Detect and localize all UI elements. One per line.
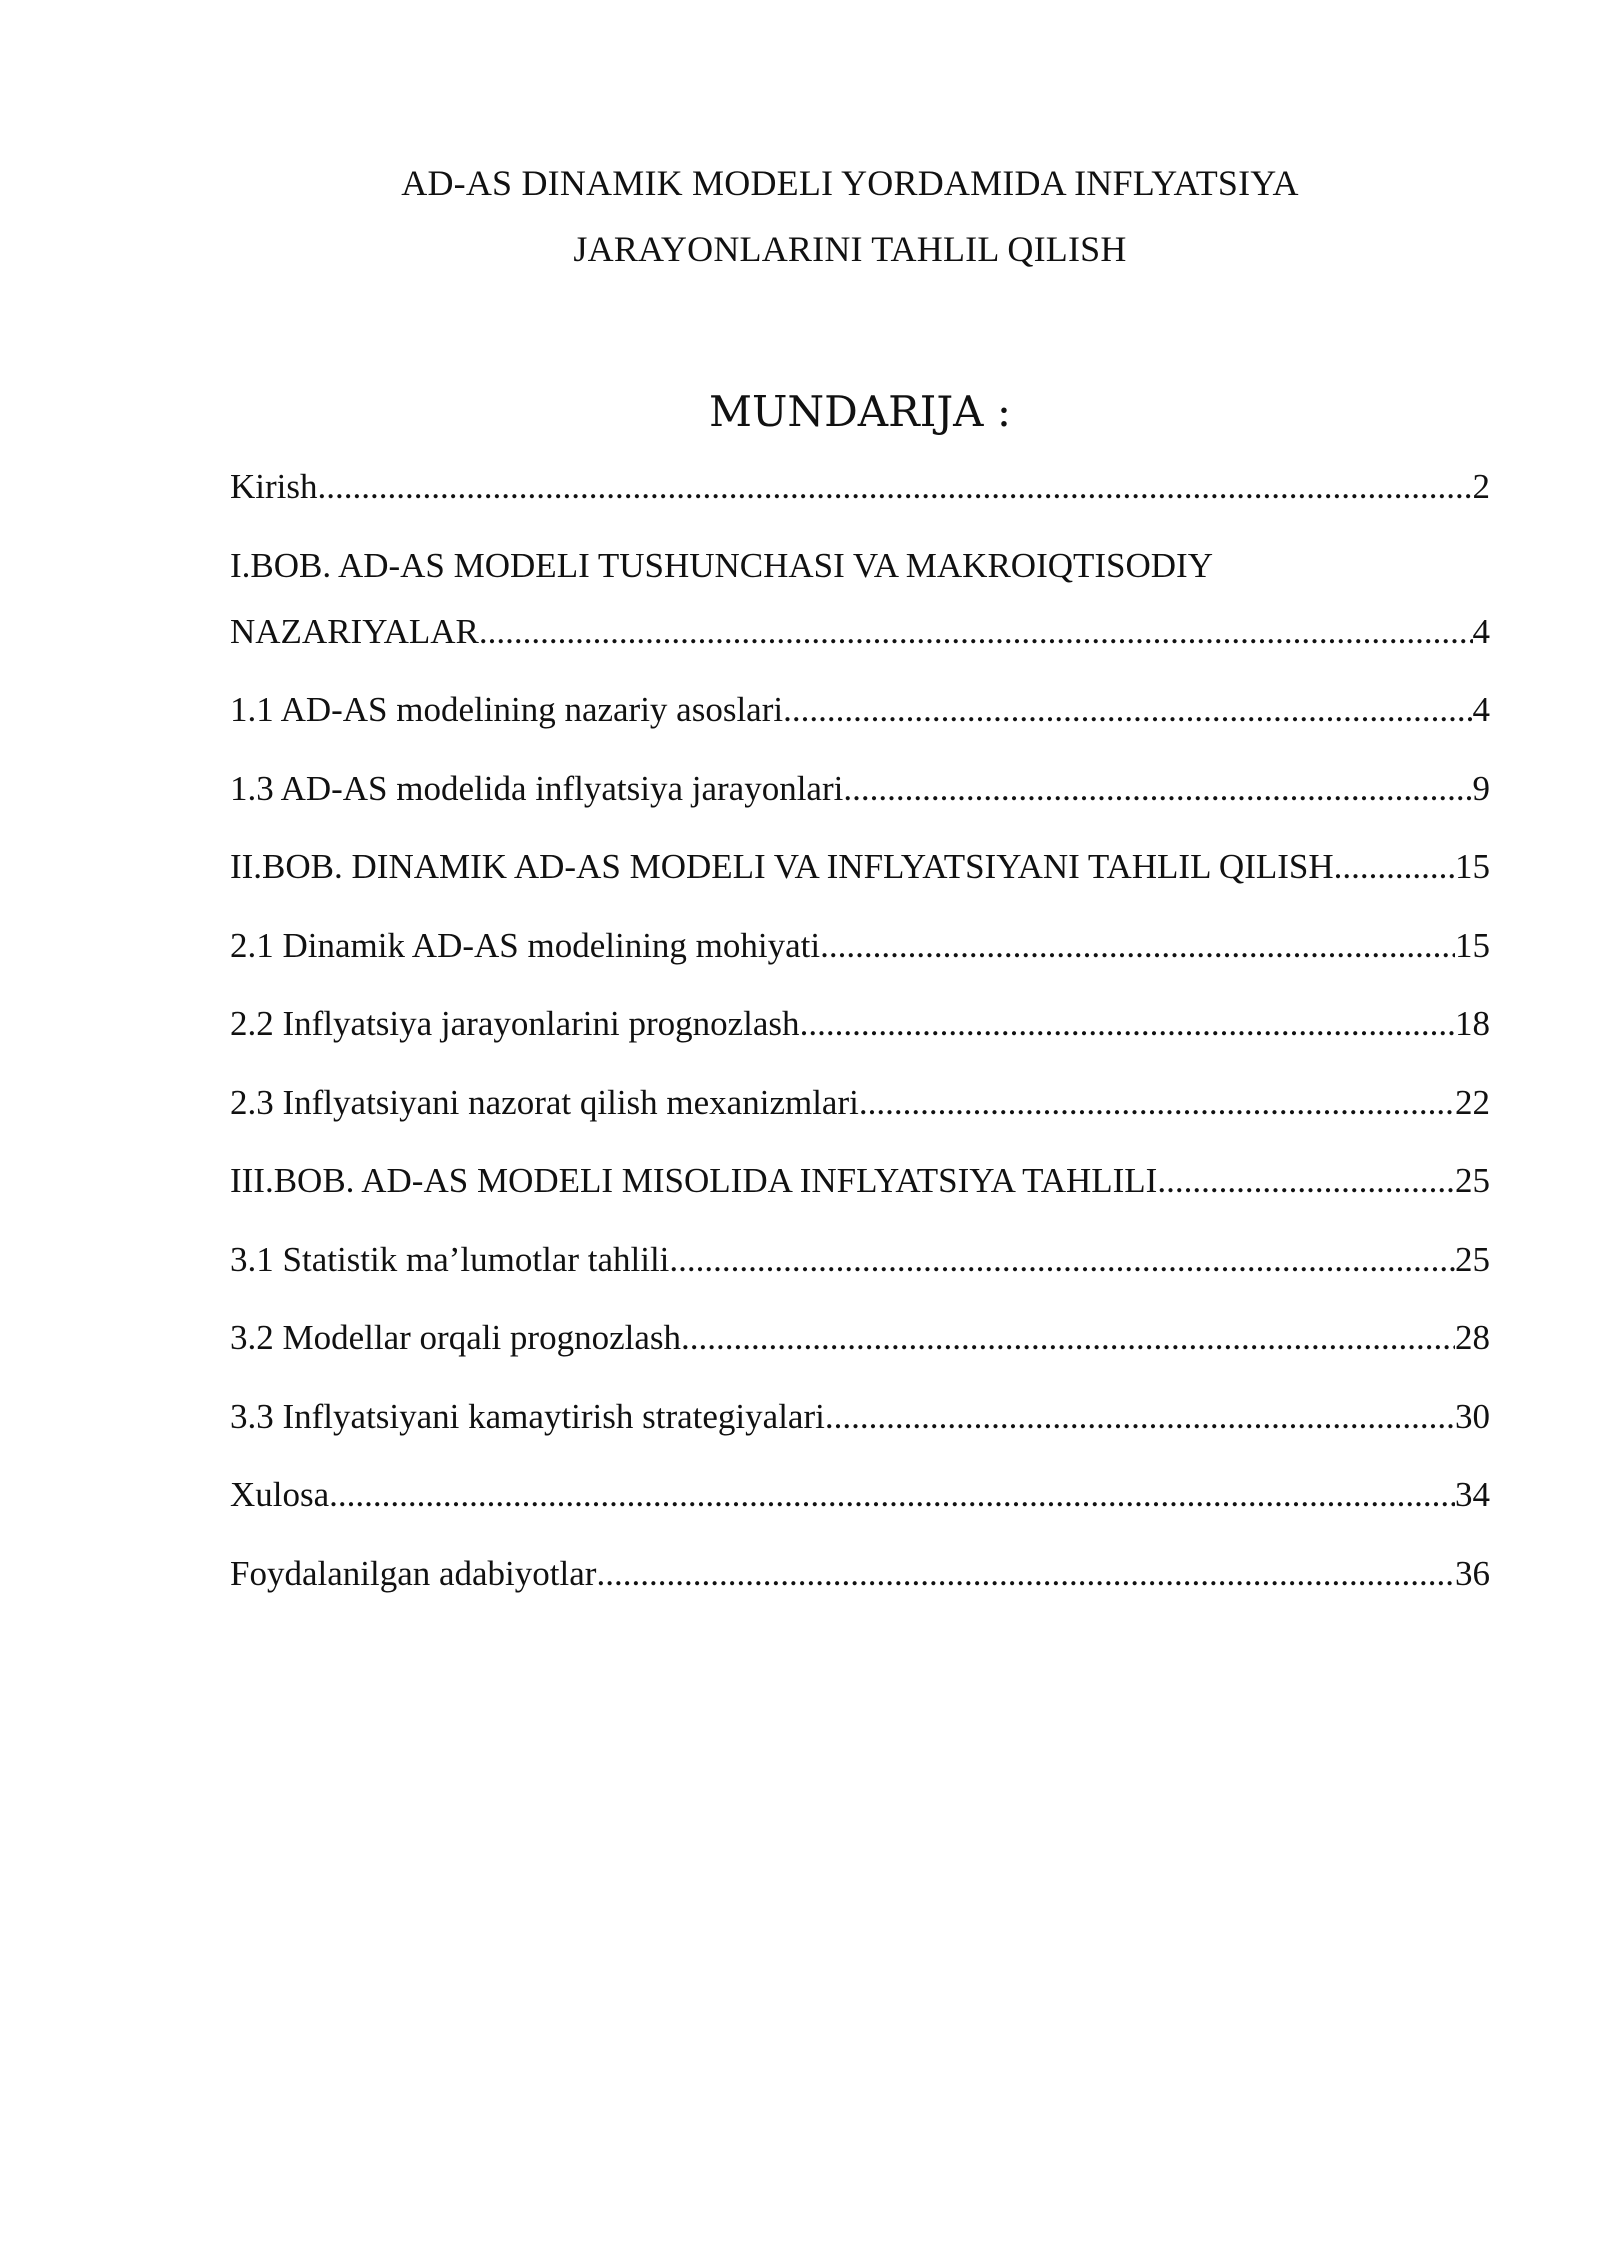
toc-entry-text: Xulosa	[230, 1475, 330, 1514]
dot-leader	[843, 764, 1472, 814]
toc-entry-chapter-2[interactable]	[230, 842, 1490, 892]
toc-entry-xulosa[interactable]	[230, 1470, 1490, 1520]
dot-leader	[318, 462, 1473, 512]
toc-page-number: 28	[1455, 1318, 1490, 1357]
toc-entry-text: 2.3 Inflyatsiyani nazorat qilish mexanizmlari	[230, 1082, 859, 1122]
toc-page-number: 22	[1455, 1082, 1490, 1122]
toc-entry-text: 1.1 AD-AS modelining nazariy asoslari	[230, 690, 784, 729]
dot-leader	[681, 1313, 1455, 1363]
toc-entry-1-1[interactable]	[230, 685, 1490, 735]
toc-entry-text: II.BOB. DINAMIK AD-AS MODELI VA INFLYATSIYANI TAHLIL QILISH	[230, 847, 1334, 886]
toc-entry-text-line-1: I.BOB. AD-AS MODELI TUSHUNCHASI VA MAKROIQTISODIY	[230, 545, 1213, 585]
toc-entry-text: 2.1 Dinamik AD-AS modelining mohiyati	[230, 925, 821, 965]
dot-leader	[329, 1470, 1455, 1520]
toc-entry-3-1[interactable]	[230, 1235, 1490, 1285]
toc-entry-chapter-3[interactable]	[230, 1156, 1490, 1206]
toc-page-number: 25	[1455, 1239, 1490, 1279]
toc-entry-3-3[interactable]	[230, 1392, 1490, 1442]
dot-leader	[1334, 842, 1455, 892]
toc-entry-text: 3.1 Statistik ma’lumotlar tahlili	[230, 1239, 670, 1279]
toc-entry-text: 3.2 Modellar orqali prognozlash	[230, 1318, 682, 1357]
dot-leader	[859, 1078, 1455, 1128]
toc-page-number: 34	[1455, 1475, 1490, 1514]
toc-entry-text: Foydalanilgan adabiyotlar	[230, 1553, 597, 1593]
toc-entry-chapter-1-line-2	[230, 607, 1490, 657]
dot-leader	[800, 999, 1455, 1049]
toc-page-number: 18	[1455, 1004, 1490, 1043]
dot-leader	[596, 1549, 1455, 1599]
toc-entry-2-3[interactable]	[230, 1078, 1490, 1128]
dot-leader	[825, 1392, 1455, 1442]
toc-entry-text: 2.2 Inflyatsiya jarayonlarini prognozlash	[230, 1004, 800, 1043]
toc-entry-text: NAZARIYALAR	[230, 611, 479, 651]
toc-entry-chapter-1[interactable]	[230, 541, 1490, 657]
dot-leader	[669, 1235, 1455, 1285]
toc-entry-adabiyotlar[interactable]	[230, 1549, 1490, 1599]
toc-entry-text: III.BOB. AD-AS MODELI MISOLIDA INFLYATSIYA TAHLILI	[230, 1161, 1158, 1200]
toc-entry-text: 1.3 AD-AS modelida inflyatsiya jarayonlari	[230, 768, 844, 808]
toc-heading: MUNDARIJA :	[708, 387, 1012, 436]
toc-entry-text: 3.3 Inflyatsiyani kamaytirish strategiyalari	[230, 1396, 825, 1436]
toc-page-number: 36	[1455, 1553, 1490, 1593]
toc-page-number: 15	[1455, 847, 1490, 886]
dot-leader	[783, 685, 1472, 735]
toc-entry-text: Kirish	[230, 467, 318, 506]
toc-page-number: 2	[1472, 467, 1490, 506]
toc-page-number: 9	[1472, 768, 1490, 808]
toc-page-number: 4	[1472, 690, 1490, 729]
toc-entry-1-3[interactable]	[230, 764, 1490, 814]
toc-entry-kirish[interactable]	[230, 462, 1490, 512]
title-line-2: JARAYONLARINI TAHLIL QILISH	[573, 229, 1127, 269]
dot-leader	[479, 607, 1473, 657]
title-line-1: AD-AS DINAMIK MODELI YORDAMIDA INFLYATSIYA	[401, 163, 1299, 203]
toc-entry-2-2[interactable]	[230, 999, 1490, 1049]
toc-page-number: 4	[1472, 611, 1490, 651]
table-of-contents	[230, 462, 1490, 1627]
dot-leader	[820, 921, 1455, 971]
toc-page-number: 15	[1455, 925, 1490, 965]
toc-entry-2-1[interactable]	[230, 921, 1490, 971]
toc-page-number: 25	[1455, 1161, 1490, 1200]
dot-leader	[1157, 1156, 1455, 1206]
toc-entry-3-2[interactable]	[230, 1313, 1490, 1363]
toc-page-number: 30	[1455, 1396, 1490, 1436]
document-title	[230, 150, 1470, 282]
